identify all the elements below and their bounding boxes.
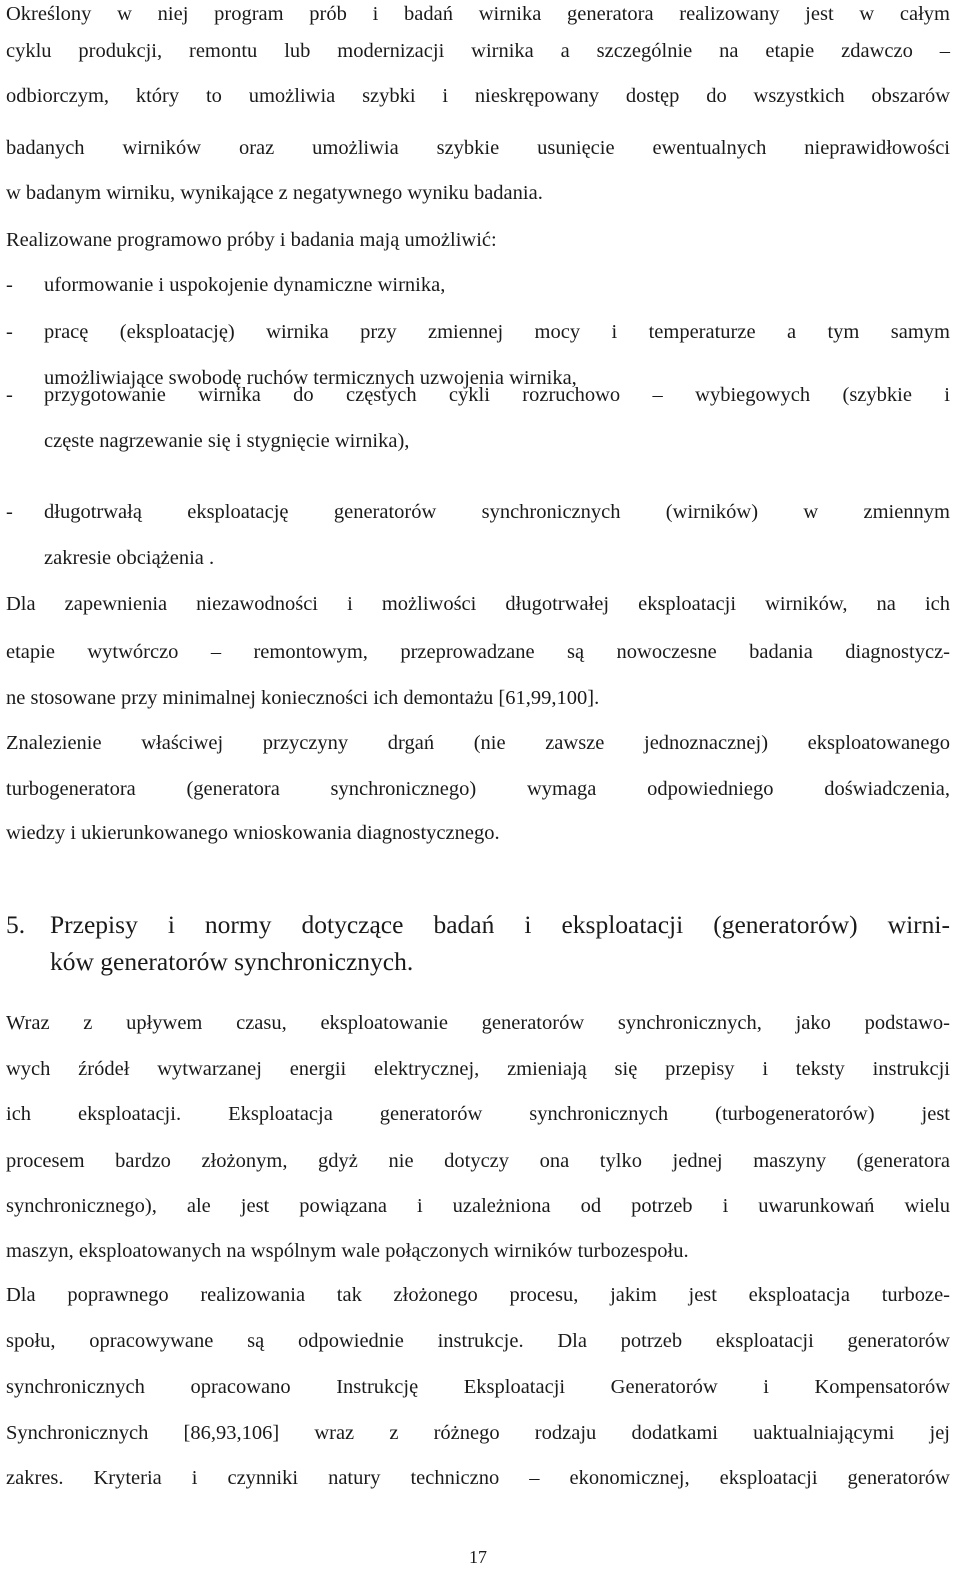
text-line: Synchronicznych [86,93,106] wraz z różnego rodzaju dodatkami uaktualniającymi jej [6, 1422, 950, 1444]
text-line: zakres. Kryteria i czynniki natury techniczno – ekonomicznej, eksploatacji generatorów [6, 1467, 950, 1489]
list-item-line: uformowanie i uspokojenie dynamiczne wirnika, [44, 274, 446, 296]
list-item-line: przygotowanie wirnika do częstych cykli rozruchowo – wybiegowych (szybkie i [44, 384, 950, 406]
list-item-line: zakresie obciążenia . [44, 547, 215, 569]
text-line: turbogeneratora (generatora synchronicznego) wymaga odpowiedniego doświadczenia, [6, 778, 950, 800]
dash-bullet: - [6, 274, 13, 296]
text-line: społu, opracowywane są odpowiednie instrukcje. Dla potrzeb eksploatacji generatorów [6, 1330, 950, 1352]
text-line: ich eksploatacji. Eksploatacja generatorów synchronicznych (turbogeneratorów) jest [6, 1103, 950, 1125]
text-line: Wraz z upływem czasu, eksploatowanie generatorów synchronicznych, jako podstawo- [6, 1012, 950, 1034]
dash-bullet: - [6, 321, 13, 343]
list-item-line: umożliwiające swobodę ruchów termicznych uzwojenia wirnika, [44, 367, 577, 389]
section-title-line: Przepisy i normy dotyczące badań i eksploatacji (generatorów) wirni- [50, 910, 950, 939]
section-number: 5. [6, 910, 26, 939]
text-line: Znalezienie właściwej przyczyny drgań (nie zawsze jednoznacznej) eksploatowanego [6, 732, 950, 754]
dash-bullet: - [6, 384, 13, 406]
text-line: cyklu produkcji, remontu lub modernizacji wirnika a szczególnie na etapie zdawczo – [6, 40, 950, 62]
dash-bullet: - [6, 501, 13, 523]
text-line: procesem bardzo złożonym, gdyż nie dotyczy ona tylko jednej maszyny (generatora [6, 1150, 950, 1172]
text-line: Dla poprawnego realizowania tak złożonego procesu, jakim jest eksploatacja turboze- [6, 1284, 950, 1306]
document-page [6, 0, 950, 1586]
text-line: etapie wytwórczo – remontowym, przeprowadzane są nowoczesne badania diagnostycz- [6, 641, 950, 663]
text-line: badanych wirników oraz umożliwia szybkie usunięcie ewentualnych nieprawidłowości [6, 137, 950, 159]
page-number: 17 [469, 1547, 487, 1567]
text-line: Dla zapewnienia niezawodności i możliwości długotrwałej eksploatacji wirników, na ich [6, 593, 950, 615]
text-line: ne stosowane przy minimalnej konieczności ich demontażu [61,99,100]. [6, 687, 600, 709]
text-line: Określony w niej program prób i badań wirnika generatora realizowany jest w całym [6, 3, 950, 25]
section-title-line: ków generatorów synchronicznych. [50, 947, 414, 976]
text-line: wych źródeł wytwarzanej energii elektrycznej, zmieniają się przepisy i teksty instrukcji [6, 1058, 950, 1080]
text-line: synchronicznych opracowano Instrukcję Eksploatacji Generatorów i Kompensatorów [6, 1376, 950, 1398]
text-line: odbiorczym, który to umożliwia szybki i nieskrępowany dostęp do wszystkich obszarów [6, 85, 950, 107]
list-intro: Realizowane programowo próby i badania mają umożliwić: [6, 229, 497, 251]
list-item-line: długotrwałą eksploatację generatorów synchronicznych (wirników) w zmiennym [44, 501, 950, 523]
list-item-line: częste nagrzewanie się i stygnięcie wirnika), [44, 430, 410, 452]
text-line: w badanym wirniku, wynikające z negatywnego wyniku badania. [6, 182, 543, 204]
text-line: wiedzy i ukierunkowanego wnioskowania diagnostycznego. [6, 822, 500, 844]
text-line: maszyn, eksploatowanych na wspólnym wale połączonych wirników turbozespołu. [6, 1240, 689, 1262]
text-line: synchronicznego), ale jest powiązana i uzależniona od potrzeb i uwarunkowań wielu [6, 1195, 950, 1217]
list-item-line: pracę (eksploatację) wirnika przy zmiennej mocy i temperaturze a tym samym [44, 321, 950, 343]
